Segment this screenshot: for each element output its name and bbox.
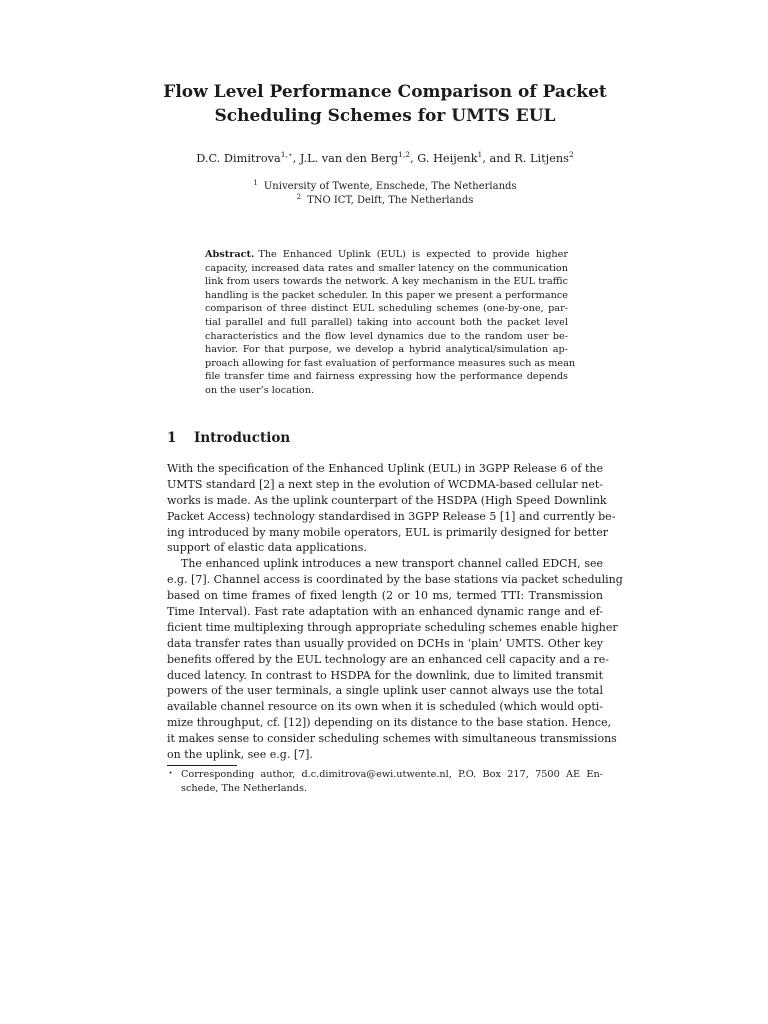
abstract-line: file transfer time and fairness expressing how the performance depends — [205, 371, 568, 383]
affiliation — [150, 180, 620, 194]
abstract-line: on the user’s location. — [205, 384, 315, 396]
affiliation-text: TNO ICT, Delft, The Netherlands — [307, 195, 474, 206]
author-affiliation-mark: 1,⋆ — [280, 150, 293, 159]
footnote-line: schede, The Netherlands. — [181, 782, 308, 794]
author-name: D.C. Dimitrova — [196, 152, 281, 165]
body-line: ing introduced by many mobile operators, EUL is primarily designed for better — [167, 525, 609, 539]
section-number: 1 — [167, 430, 177, 446]
abstract-line: proach allowing for fast evaluation of performance measures such as mean — [205, 357, 576, 369]
body-line: mize throughput, cf. [12]) depending on its distance to the base station. Hence, — [167, 716, 612, 730]
abstract-line: link from users towards the network. A key mechanism in the EUL traffic — [205, 276, 568, 288]
body-line: ficient time multiplexing through appropriate scheduling schemes enable higher — [167, 620, 618, 634]
affiliation-text: University of Twente, Enschede, The Netherlands — [263, 181, 517, 192]
body-line: UMTS standard [2] a next step in the evolution of WCDMA-based cellular net- — [167, 477, 603, 491]
body-line: duced latency. In contrast to HSDPA for the downlink, due to limited transmit — [167, 668, 603, 682]
affiliation-number: 1 — [253, 179, 258, 187]
footnote — [167, 768, 603, 796]
title-line: Scheduling Schemes for UMTS EUL — [214, 106, 556, 126]
body-line: based on time frames of fixed length (2 or 10 ms, termed TTI: Transmission — [167, 589, 603, 603]
abstract-text: The Enhanced Uplink (EUL) is expected to provide higher — [258, 249, 568, 260]
abstract-line: havior. For that purpose, we develop a hybrid analytical/simulation ap- — [205, 344, 568, 356]
body-line: The enhanced uplink introduces a new transport channel called EDCH, see — [181, 557, 603, 571]
footnote-divider — [167, 765, 237, 766]
abstract-line — [205, 248, 568, 262]
author-name: G. Heijenk — [417, 152, 478, 165]
body-line: Time Interval). Fast rate adaptation with an enhanced dynamic range and ef- — [167, 605, 603, 619]
abstract-line: tial parallel and full parallel) taking into account both the packet level — [205, 316, 568, 328]
author-list — [100, 152, 670, 166]
author-affiliation-mark: 1 — [477, 150, 483, 159]
author-separator: , — [410, 152, 418, 165]
section-title: Introduction — [194, 430, 291, 446]
body-line: works is made. As the uplink counterpart of the HSDPA (High Speed Downlink — [167, 493, 607, 507]
body-text — [167, 461, 623, 763]
body-line: available channel resource on its own when it is scheduled (which would opti- — [167, 700, 603, 714]
author-name: J.L. van den Berg — [299, 152, 399, 165]
body-line: data transfer rates than usually provided on DCHs in ‘plain’ UMTS. Other key — [167, 636, 603, 650]
abstract-line: capacity, increased data rates and smaller latency on the communication — [205, 262, 568, 274]
abstract-line: characteristics and the flow level dynamics due to the random user be- — [205, 330, 568, 342]
body-line: e.g. [7]. Channel access is coordinated by the base stations via packet scheduling — [167, 573, 623, 587]
author-name: R. Litjens — [514, 152, 569, 165]
affiliation-number: 2 — [296, 193, 302, 201]
footnote-text: Corresponding author, d.c.dimitrova@ewi.utwente.nl, P.O. Box 217, 7500 AE En- — [181, 769, 603, 780]
body-line: on the uplink, see e.g. [7]. — [167, 748, 313, 762]
title-line: Flow Level Performance Comparison of Packet — [163, 82, 607, 102]
body-line: it makes sense to consider scheduling schemes with simultaneous transmissions — [167, 732, 617, 746]
author-separator: , and — [482, 152, 515, 165]
footnote-mark: ⋆ — [168, 768, 174, 777]
body-line: powers of the user terminals, a single uplink user cannot always use the total — [167, 684, 603, 698]
affiliation-list — [150, 180, 620, 208]
body-line: support of elastic data applications. — [167, 541, 367, 555]
abstract-label: Abstract. — [205, 249, 255, 260]
footnote-line — [167, 768, 603, 782]
body-line: benefits offered by the EUL technology are an enhanced cell capacity and a re- — [167, 652, 609, 666]
affiliation — [150, 194, 620, 208]
abstract-line: handling is the packet scheduler. In this paper we present a performance — [205, 289, 568, 301]
paper-title — [140, 80, 630, 128]
abstract — [205, 248, 576, 398]
section-heading — [167, 429, 290, 447]
author-affiliation-mark: 1,2 — [398, 150, 411, 159]
author-affiliation-mark: 2 — [568, 150, 574, 159]
abstract-line: comparison of three distinct EUL scheduling schemes (one-by-one, par- — [205, 303, 568, 315]
body-line: Packet Access) technology standardised in 3GPP Release 5 [1] and currently be- — [167, 509, 616, 523]
author-separator: , — [292, 152, 300, 165]
body-line: With the specification of the Enhanced Uplink (EUL) in 3GPP Release 6 of the — [167, 462, 603, 475]
